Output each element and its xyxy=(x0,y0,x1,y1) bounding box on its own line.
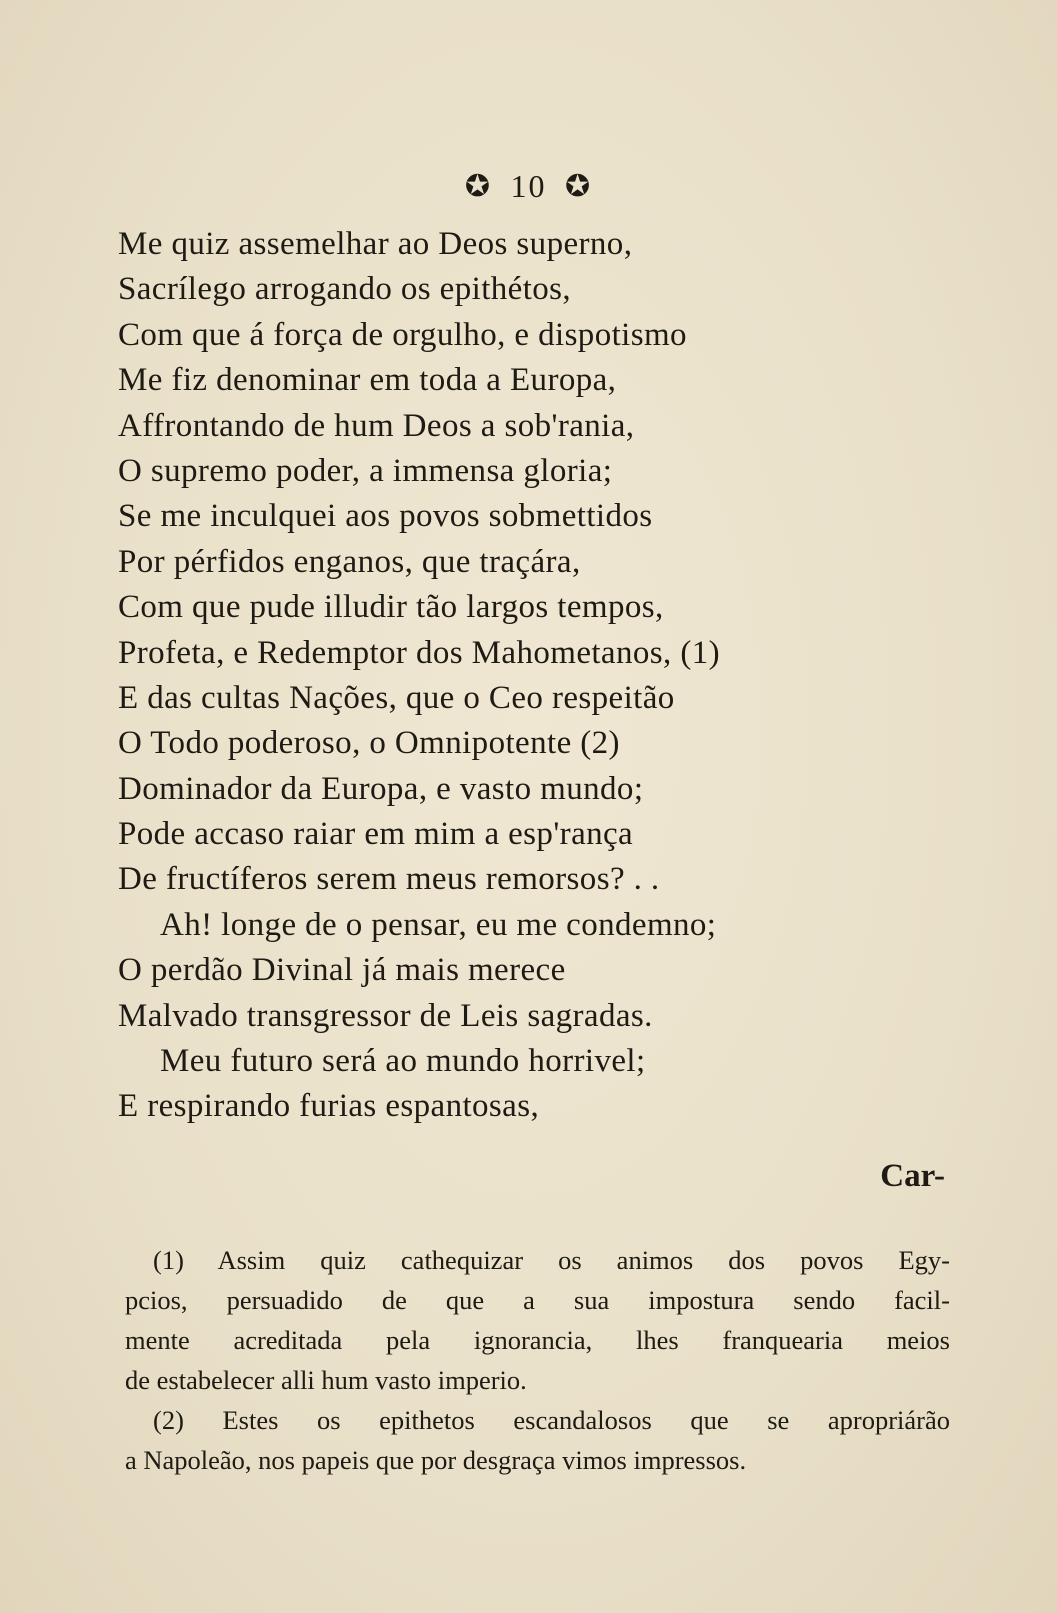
verse-line: Ah! longe de o pensar, eu me condemno; xyxy=(160,906,717,943)
footnote-line: de estabelecer alli hum vasto imperio. xyxy=(125,1365,527,1395)
footnote-2 xyxy=(125,1400,950,1480)
verse-line: E das cultas Nações, que o Ceo respeitão xyxy=(118,679,675,716)
verse-line: Por pérfidos enganos, que traçára, xyxy=(118,543,581,580)
footnote-line: (2) Estes os epithetos escandalosos que se apropriárão xyxy=(153,1405,950,1435)
footnote-line: a Napoleão, nos papeis que por desgraça vimos impressos. xyxy=(125,1445,747,1475)
verse-line: Com que á força de orgulho, e dispotismo xyxy=(118,316,687,353)
footnote-line: pcios, persuadido de que a sua impostura sendo facil- xyxy=(125,1285,950,1315)
verse-line: O Todo poderoso, o Omnipotente (2) xyxy=(118,725,620,762)
verse-line: O perdão Divinal já mais merece xyxy=(118,952,566,989)
verse-line: Se me inculquei aos povos sobmettidos xyxy=(118,498,653,535)
verse-line: Profeta, e Redemptor dos Mahometanos, (1) xyxy=(118,634,721,671)
footnote-line: mente acreditada pela ignorancia, lhes franquearia meios xyxy=(125,1325,950,1355)
footnote-line: (1) Assim quiz cathequizar os animos dos povos Egy- xyxy=(153,1245,950,1275)
verse-line: Me fiz denominar em toda a Europa, xyxy=(118,362,617,399)
verse-line: O supremo poder, a immensa gloria; xyxy=(118,452,613,489)
verse-line: Com que pude illudir tão largos tempos, xyxy=(118,589,664,626)
verse-line: De fructíferos serem meus remorsos? . . xyxy=(118,861,660,898)
page-number: 10 xyxy=(510,167,547,204)
verse-line: Malvado transgressor de Leis sagradas. xyxy=(118,997,653,1034)
footnote-1 xyxy=(125,1240,950,1400)
catchword: Car- xyxy=(880,1158,945,1194)
verse-line: E respirando furias espantosas, xyxy=(118,1088,540,1125)
ornament-right-icon: ✪ xyxy=(565,169,593,203)
poem-text xyxy=(118,222,948,1130)
verse-line: Dominador da Europa, e vasto mundo; xyxy=(118,770,644,807)
verse-line: Meu futuro será ao mundo horrivel; xyxy=(160,1043,646,1080)
verse-line: Pode accaso raiar em mim a esp'rança xyxy=(118,816,634,853)
page-header xyxy=(0,165,1057,205)
verse-line: Affrontando de hum Deos a sob'rania, xyxy=(118,407,635,444)
verse-line: Sacrílego arrogando os epithétos, xyxy=(118,271,572,308)
footnotes xyxy=(125,1240,950,1480)
verse-line: Me quiz assemelhar ao Deos superno, xyxy=(118,226,633,262)
ornament-left-icon: ✪ xyxy=(464,169,492,203)
